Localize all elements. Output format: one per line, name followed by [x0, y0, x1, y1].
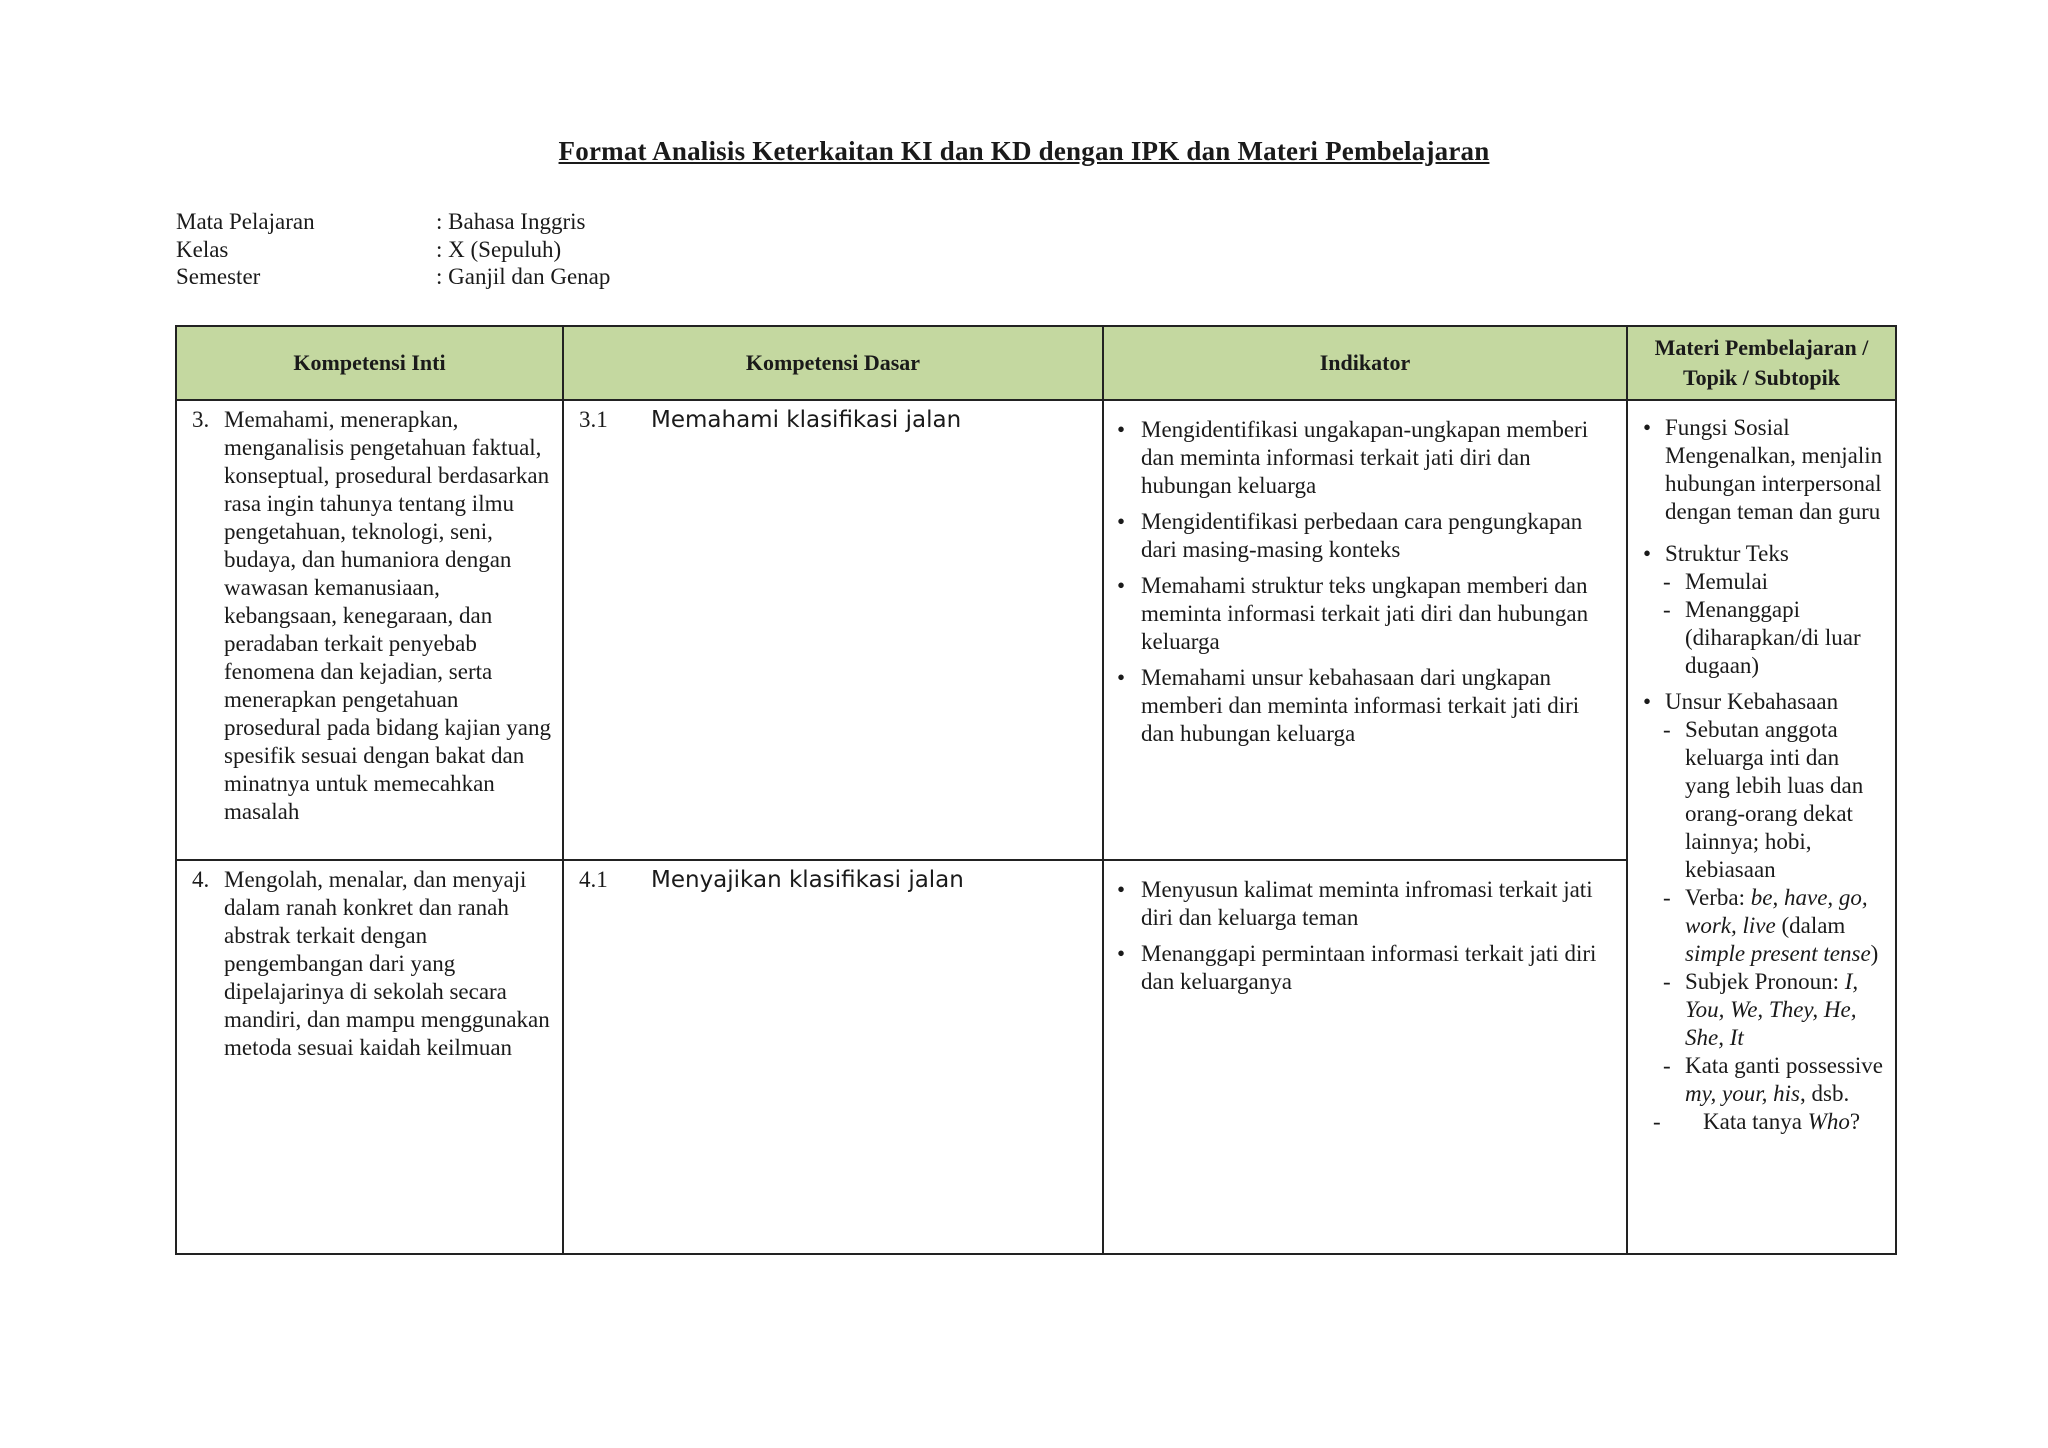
header-kompetensi-inti: Kompetensi Inti — [176, 326, 563, 400]
ki-number: 3. — [192, 407, 210, 432]
materi-cell — [1627, 400, 1896, 1254]
pronoun-prefix: Subjek Pronoun: — [1685, 969, 1839, 994]
indikator-text: Menanggapi permintaan informasi terkait jati diri dan keluarganya — [1141, 941, 1597, 994]
materi-item: Memulai — [1685, 569, 1769, 594]
ki-text: Mengolah, menalar, dan menyaji dalam ranah konkret dan ranah abstrak terkait dengan pengembangan dari yang dipelajarinya di sekolah secara mandiri, dan mampu menggunakan metoda sesuai kaidah keilmuan — [224, 867, 550, 1060]
materi-section-unsur — [1639, 688, 1884, 716]
pronoun-words: I, You, We, They, He, She, It — [1685, 969, 1859, 1050]
list-item — [1113, 876, 1613, 932]
list-item — [1113, 416, 1613, 500]
meta-value: : Ganjil dan Genap — [436, 264, 611, 289]
kd-text: Menyajikan klasifikasi jalan — [651, 867, 964, 893]
verba-words: be, have, go, work, live — [1685, 885, 1868, 938]
indikator-cell — [1103, 860, 1627, 1254]
indikator-text: Menyusun kalimat meminta infromasi terkait jati diri dan keluarga teman — [1141, 877, 1593, 930]
header-materi: Materi Pembelajaran / Topik / Subtopik — [1627, 326, 1896, 400]
dash-icon: - — [1663, 597, 1671, 622]
list-item — [1639, 884, 1884, 968]
materi-item-kata-ganti — [1685, 1052, 1884, 1108]
kd-cell — [563, 400, 1103, 860]
kata-ganti-prefix: Kata ganti possessive — [1685, 1053, 1884, 1078]
list-item — [1639, 716, 1884, 884]
meta-info — [176, 208, 610, 291]
bullet-icon: • — [1117, 417, 1126, 442]
meta-label: Semester — [176, 264, 261, 289]
meta-label: Kelas — [176, 236, 229, 262]
list-item — [1113, 940, 1613, 996]
kd-text: Memahami klasifikasi jalan — [651, 407, 962, 433]
meta-value: : Bahasa Inggris — [436, 209, 586, 234]
bullet-icon: • — [1117, 509, 1126, 534]
list-item — [1639, 568, 1884, 596]
list-item — [1113, 572, 1613, 656]
verba-prefix: Verba: — [1685, 885, 1746, 910]
bullet-icon: • — [1117, 665, 1126, 690]
materi-item-kata-tanya — [1703, 1108, 1860, 1136]
kata-ganti-words: my, your, his — [1685, 1081, 1800, 1106]
verba-paren-open: (dalam — [1775, 913, 1846, 938]
analysis-table — [175, 325, 1897, 1255]
table-row — [176, 400, 1896, 860]
kd-number: 4.1 — [579, 867, 608, 892]
kd-number: 3.1 — [579, 407, 608, 432]
meta-row-class — [176, 236, 610, 264]
list-item — [1113, 664, 1613, 748]
ki-cell — [176, 400, 563, 860]
materi-section-fungsi — [1639, 414, 1884, 442]
list-item — [1639, 596, 1884, 680]
indikator-text: Mengidentifikasi ungakapan-ungkapan memberi dan meminta informasi terkait jati diri dan hubungan keluarga — [1141, 417, 1589, 498]
bullet-icon: • — [1117, 877, 1126, 902]
bullet-icon: • — [1117, 573, 1126, 598]
materi-item-verba — [1685, 884, 1884, 968]
list-item — [1639, 1052, 1884, 1108]
indikator-text: Memahami unsur kebahasaan dari ungkapan memberi dan meminta informasi terkait jati diri dan hubungan keluarga — [1141, 665, 1580, 746]
meta-value: : X (Sepuluh) — [436, 236, 562, 262]
list-item — [1639, 1108, 1884, 1136]
bullet-icon: • — [1643, 689, 1652, 714]
dash-icon: - — [1663, 1053, 1671, 1078]
dash-icon: - — [1663, 569, 1671, 594]
list-item — [1639, 968, 1884, 1052]
kata-tanya-suffix: ? — [1849, 1109, 1861, 1134]
verba-tense: simple present tense — [1685, 941, 1871, 966]
verba-paren-close: ) — [1870, 941, 1879, 966]
indikator-list — [1113, 416, 1613, 748]
indikator-text: Mengidentifikasi perbedaan cara pengungkapan dari masing-masing konteks — [1141, 509, 1583, 562]
header-indikator: Indikator — [1103, 326, 1627, 400]
ki-cell — [176, 860, 563, 1254]
meta-row-subject — [176, 208, 610, 236]
materi-item: Sebutan anggota keluarga inti dan yang lebih luas dan orang-orang dekat lainnya; hobi, kebiasaan — [1685, 717, 1864, 882]
list-item — [1113, 508, 1613, 564]
indikator-list — [1113, 876, 1613, 996]
dash-icon: - — [1663, 885, 1671, 910]
meta-row-semester — [176, 263, 610, 291]
materi-heading: Fungsi Sosial — [1665, 415, 1790, 440]
materi-item-pronoun — [1685, 968, 1884, 1052]
dash-icon: - — [1663, 969, 1671, 994]
kata-tanya-word: Who — [1807, 1109, 1850, 1134]
indikator-text: Memahami struktur teks ungkapan memberi dan meminta informasi terkait jati diri dan hubungan keluarga — [1141, 573, 1589, 654]
bullet-icon: • — [1643, 541, 1652, 566]
kata-ganti-suffix: , dsb. — [1800, 1081, 1850, 1106]
ki-text: Memahami, menerapkan, menganalisis pengetahuan faktual, konseptual, prosedural berdasarkan rasa ingin tahunya tentang ilmu pengetahuan, teknologi, seni, budaya, dan humaniora dengan wawasan kemanusiaan, kebangsaan, kenegaraan, dan peradaban terkait penyebab fenomena dan kejadian, serta menerapkan pengetahuan prosedural pada bidang kajian yang spesifik sesuai dengan bakat dan minatnya untuk memecahkan masalah — [224, 407, 551, 824]
materi-section-struktur — [1639, 540, 1884, 568]
dash-icon: - — [1653, 1109, 1661, 1134]
materi-heading: Struktur Teks — [1665, 541, 1789, 566]
kata-tanya-prefix: Kata tanya — [1703, 1109, 1802, 1134]
materi-paragraph: Mengenalkan, menjalin hubungan interpersonal dengan teman dan guru — [1665, 443, 1883, 524]
ki-number: 4. — [192, 867, 210, 892]
kd-cell — [563, 860, 1103, 1254]
materi-item: Menanggapi (diharapkan/di luar dugaan) — [1685, 597, 1861, 678]
indikator-cell — [1103, 400, 1627, 860]
meta-label: Mata Pelajaran — [176, 209, 315, 234]
bullet-icon: • — [1643, 415, 1652, 440]
bullet-icon: • — [1117, 941, 1126, 966]
materi-heading: Unsur Kebahasaan — [1665, 689, 1839, 714]
document-title: Format Analisis Keterkaitan KI dan KD dengan IPK dan Materi Pembelajaran — [558, 136, 1490, 166]
dash-icon: - — [1663, 717, 1671, 742]
table-header-row — [176, 326, 1896, 400]
header-kompetensi-dasar: Kompetensi Dasar — [563, 326, 1103, 400]
